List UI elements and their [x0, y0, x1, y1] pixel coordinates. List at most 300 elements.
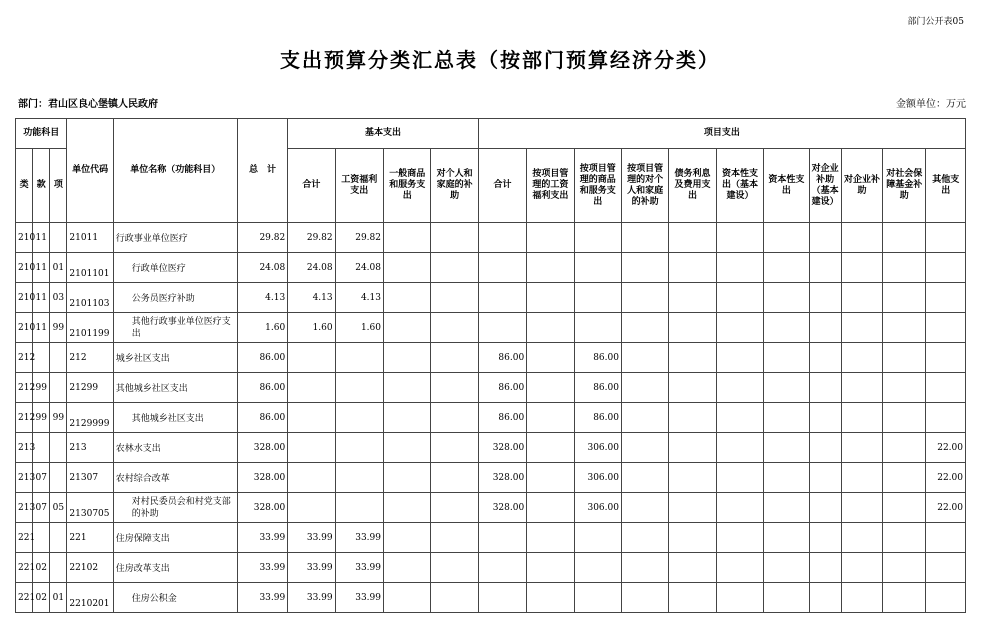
cell-p-capital-build [716, 583, 763, 613]
cell-p-goods: 86.00 [574, 373, 621, 403]
cell-p-ent-build [809, 283, 841, 313]
cell-kuan: 11 [33, 223, 50, 253]
cell-b-personal [431, 553, 478, 583]
cell-b-goods [384, 313, 431, 343]
cell-name: 城乡社区支出 [113, 343, 237, 373]
cell-b-goods [384, 343, 431, 373]
cell-code: 2101101 [67, 253, 113, 283]
cell-total: 1.60 [237, 313, 287, 343]
cell-xiang [50, 343, 67, 373]
cell-p-goods [574, 283, 621, 313]
cell-total: 86.00 [237, 343, 287, 373]
cell-p-capital-build [716, 463, 763, 493]
page-title: 支出预算分类汇总表（按部门预算经济分类） [280, 48, 720, 72]
cell-lei: 210 [16, 253, 33, 283]
cell-code: 2101103 [67, 283, 113, 313]
cell-b-total: 33.99 [288, 553, 335, 583]
table-row [16, 403, 966, 433]
cell-p-capital-build [716, 553, 763, 583]
cell-p-other [926, 283, 966, 313]
cell-b-wage: 33.99 [335, 523, 383, 553]
cell-code: 21011 [67, 223, 113, 253]
header-basic-wage: 工资福利支出 [335, 149, 383, 223]
cell-b-personal [431, 373, 478, 403]
cell-p-total: 86.00 [478, 373, 526, 403]
cell-b-total [288, 433, 335, 463]
cell-name: 住房改革支出 [113, 553, 237, 583]
cell-b-total: 29.82 [288, 223, 335, 253]
header-project-debt: 债务利息及费用支出 [669, 149, 716, 223]
cell-p-total: 86.00 [478, 403, 526, 433]
cell-name: 行政事业单位医疗 [113, 223, 237, 253]
cell-p-personal [621, 523, 668, 553]
cell-p-capital [764, 583, 809, 613]
cell-total: 328.00 [237, 463, 287, 493]
cell-p-other [926, 373, 966, 403]
cell-xiang [50, 523, 67, 553]
cell-kuan: 11 [33, 283, 50, 313]
cell-p-ent-build [809, 223, 841, 253]
header-project-goods: 按项目管理的商品和服务支出 [574, 149, 621, 223]
cell-p-debt [669, 523, 716, 553]
cell-lei: 212 [16, 403, 33, 433]
cell-p-total [478, 553, 526, 583]
cell-b-personal [431, 253, 478, 283]
cell-p-capital [764, 223, 809, 253]
cell-xiang [50, 433, 67, 463]
cell-p-debt [669, 553, 716, 583]
cell-name: 住房公积金 [113, 583, 237, 613]
cell-p-capital [764, 313, 809, 343]
header-project-capital: 资本性支出 [764, 149, 809, 223]
cell-b-goods [384, 583, 431, 613]
cell-p-personal [621, 403, 668, 433]
cell-b-wage [335, 373, 383, 403]
table-row [16, 493, 966, 523]
cell-p-wage [527, 463, 574, 493]
cell-xiang: 01 [50, 583, 67, 613]
cell-name: 农村综合改革 [113, 463, 237, 493]
cell-xiang: 99 [50, 403, 67, 433]
cell-p-capital-build [716, 403, 763, 433]
cell-p-social [883, 583, 926, 613]
cell-b-total [288, 493, 335, 523]
cell-p-personal [621, 583, 668, 613]
cell-name: 农林水支出 [113, 433, 237, 463]
cell-code: 212 [67, 343, 113, 373]
cell-p-capital-build [716, 283, 763, 313]
cell-kuan: 11 [33, 253, 50, 283]
cell-p-ent [841, 343, 882, 373]
cell-p-social [883, 493, 926, 523]
cell-total: 86.00 [237, 403, 287, 433]
cell-p-ent [841, 583, 882, 613]
cell-p-ent [841, 373, 882, 403]
cell-b-goods [384, 433, 431, 463]
cell-b-personal [431, 403, 478, 433]
cell-b-goods [384, 283, 431, 313]
cell-p-debt [669, 343, 716, 373]
cell-b-total: 1.60 [288, 313, 335, 343]
cell-b-personal [431, 433, 478, 463]
cell-p-personal [621, 253, 668, 283]
table-row [16, 313, 966, 343]
cell-total: 328.00 [237, 433, 287, 463]
cell-p-personal [621, 343, 668, 373]
cell-xiang: 05 [50, 493, 67, 523]
cell-b-total [288, 343, 335, 373]
expenditure-summary-table [15, 118, 966, 613]
cell-p-ent [841, 523, 882, 553]
header-project-social: 对社会保障基金补助 [883, 149, 926, 223]
cell-lei: 210 [16, 313, 33, 343]
cell-p-personal [621, 223, 668, 253]
cell-p-debt [669, 463, 716, 493]
cell-p-total [478, 223, 526, 253]
cell-p-wage [527, 373, 574, 403]
cell-p-capital-build [716, 523, 763, 553]
cell-name: 行政单位医疗 [113, 253, 237, 283]
cell-b-personal [431, 493, 478, 523]
cell-kuan [33, 523, 50, 553]
cell-p-ent-build [809, 403, 841, 433]
table-row [16, 283, 966, 313]
cell-p-social [883, 403, 926, 433]
cell-p-total: 328.00 [478, 463, 526, 493]
cell-p-capital [764, 463, 809, 493]
cell-p-ent-build [809, 583, 841, 613]
cell-p-wage [527, 313, 574, 343]
cell-p-capital-build [716, 253, 763, 283]
cell-lei: 221 [16, 583, 33, 613]
header-project-personal: 按项目管理的对个人和家庭的补助 [621, 149, 668, 223]
cell-b-total [288, 463, 335, 493]
cell-name: 其他城乡社区支出 [113, 373, 237, 403]
cell-p-other: 22.00 [926, 433, 966, 463]
cell-code: 2130705 [67, 493, 113, 523]
cell-b-goods [384, 223, 431, 253]
cell-p-social [883, 283, 926, 313]
cell-total: 33.99 [237, 583, 287, 613]
cell-b-personal [431, 343, 478, 373]
cell-p-capital-build [716, 223, 763, 253]
cell-total: 86.00 [237, 373, 287, 403]
cell-xiang [50, 463, 67, 493]
table-row [16, 523, 966, 553]
cell-p-capital-build [716, 373, 763, 403]
cell-lei: 213 [16, 463, 33, 493]
cell-lei: 212 [16, 373, 33, 403]
cell-p-goods: 306.00 [574, 493, 621, 523]
cell-b-personal [431, 223, 478, 253]
cell-p-capital [764, 343, 809, 373]
cell-p-ent [841, 463, 882, 493]
cell-p-debt [669, 313, 716, 343]
cell-b-wage: 1.60 [335, 313, 383, 343]
cell-b-total: 24.08 [288, 253, 335, 283]
cell-kuan: 07 [33, 493, 50, 523]
table-row [16, 343, 966, 373]
cell-p-total: 328.00 [478, 433, 526, 463]
cell-b-total [288, 403, 335, 433]
cell-p-wage [527, 253, 574, 283]
cell-p-other [926, 223, 966, 253]
cell-xiang: 03 [50, 283, 67, 313]
cell-b-wage [335, 343, 383, 373]
cell-p-ent [841, 253, 882, 283]
cell-p-goods [574, 313, 621, 343]
cell-p-total [478, 283, 526, 313]
cell-lei: 212 [16, 343, 33, 373]
cell-p-capital-build [716, 313, 763, 343]
cell-p-total: 86.00 [478, 343, 526, 373]
cell-name: 对村民委员会和村党支部的补助 [113, 493, 237, 523]
header-project: 项目支出 [478, 119, 965, 149]
cell-b-personal [431, 283, 478, 313]
cell-p-personal [621, 553, 668, 583]
cell-xiang [50, 223, 67, 253]
cell-p-personal [621, 373, 668, 403]
cell-p-wage [527, 223, 574, 253]
cell-kuan: 99 [33, 403, 50, 433]
cell-p-capital [764, 373, 809, 403]
cell-p-total [478, 523, 526, 553]
cell-code: 2101199 [67, 313, 113, 343]
cell-xiang [50, 553, 67, 583]
cell-p-wage [527, 523, 574, 553]
header-project-capital-build: 资本性支出（基本建设） [716, 149, 763, 223]
cell-kuan [33, 433, 50, 463]
cell-p-debt [669, 433, 716, 463]
cell-code: 2210201 [67, 583, 113, 613]
table-row [16, 553, 966, 583]
cell-p-social [883, 463, 926, 493]
cell-total: 328.00 [237, 493, 287, 523]
cell-b-wage [335, 403, 383, 433]
cell-p-ent [841, 313, 882, 343]
cell-p-debt [669, 403, 716, 433]
cell-p-capital [764, 253, 809, 283]
header-xiang: 项 [50, 149, 67, 223]
cell-p-other [926, 523, 966, 553]
cell-kuan [33, 343, 50, 373]
cell-p-goods [574, 253, 621, 283]
cell-b-goods [384, 253, 431, 283]
cell-p-debt [669, 493, 716, 523]
table-row [16, 463, 966, 493]
cell-b-wage [335, 493, 383, 523]
cell-p-personal [621, 283, 668, 313]
cell-p-other [926, 313, 966, 343]
cell-p-total [478, 313, 526, 343]
cell-p-wage [527, 403, 574, 433]
cell-p-ent-build [809, 523, 841, 553]
cell-p-ent-build [809, 553, 841, 583]
cell-p-social [883, 433, 926, 463]
cell-b-total: 33.99 [288, 523, 335, 553]
cell-p-ent-build [809, 313, 841, 343]
cell-p-debt [669, 253, 716, 283]
cell-p-capital [764, 283, 809, 313]
cell-kuan: 07 [33, 463, 50, 493]
cell-p-total: 328.00 [478, 493, 526, 523]
cell-kuan: 99 [33, 373, 50, 403]
cell-p-total [478, 583, 526, 613]
cell-b-personal [431, 463, 478, 493]
header-basic-goods: 一般商品和服务支出 [384, 149, 431, 223]
cell-p-personal [621, 493, 668, 523]
cell-p-ent [841, 493, 882, 523]
cell-b-wage: 33.99 [335, 553, 383, 583]
table-row [16, 433, 966, 463]
cell-b-goods [384, 373, 431, 403]
cell-p-other [926, 403, 966, 433]
report-number-label: 部门公开表05 [907, 17, 964, 27]
cell-b-wage [335, 463, 383, 493]
cell-p-social [883, 223, 926, 253]
cell-code: 21299 [67, 373, 113, 403]
cell-total: 4.13 [237, 283, 287, 313]
cell-p-debt [669, 283, 716, 313]
header-project-enterprise-build: 对企业补助（基本建设） [809, 149, 841, 223]
cell-b-personal [431, 523, 478, 553]
cell-lei: 221 [16, 553, 33, 583]
cell-name: 其他城乡社区支出 [113, 403, 237, 433]
cell-p-ent [841, 223, 882, 253]
cell-p-capital [764, 433, 809, 463]
cell-p-goods [574, 553, 621, 583]
cell-p-other [926, 343, 966, 373]
cell-p-social [883, 553, 926, 583]
cell-kuan: 02 [33, 583, 50, 613]
cell-p-debt [669, 373, 716, 403]
cell-p-debt [669, 583, 716, 613]
header-project-wage: 按项目管理的工资福利支出 [527, 149, 574, 223]
cell-p-wage [527, 493, 574, 523]
cell-p-capital [764, 553, 809, 583]
cell-p-wage [527, 433, 574, 463]
amount-unit-label: 金额单位：万元 [896, 99, 966, 110]
cell-p-debt [669, 223, 716, 253]
header-unit-name: 单位名称（功能科目） [113, 119, 237, 223]
cell-p-personal [621, 313, 668, 343]
cell-xiang: 01 [50, 253, 67, 283]
cell-p-ent-build [809, 343, 841, 373]
header-basic: 基本支出 [288, 119, 479, 149]
cell-b-total [288, 373, 335, 403]
cell-b-personal [431, 313, 478, 343]
cell-name: 其他行政事业单位医疗支出 [113, 313, 237, 343]
header-project-enterprise: 对企业补助 [841, 149, 882, 223]
cell-b-total: 33.99 [288, 583, 335, 613]
cell-p-ent-build [809, 463, 841, 493]
cell-kuan: 02 [33, 553, 50, 583]
cell-p-capital [764, 493, 809, 523]
cell-p-other: 22.00 [926, 493, 966, 523]
header-kuan: 款 [33, 149, 50, 223]
cell-p-social [883, 373, 926, 403]
cell-p-wage [527, 553, 574, 583]
cell-p-social [883, 523, 926, 553]
header-lei: 类 [16, 149, 33, 223]
cell-total: 33.99 [237, 553, 287, 583]
table-row [16, 253, 966, 283]
cell-p-ent [841, 283, 882, 313]
cell-p-goods: 306.00 [574, 463, 621, 493]
cell-p-ent-build [809, 373, 841, 403]
cell-name: 公务员医疗补助 [113, 283, 237, 313]
cell-code: 2129999 [67, 403, 113, 433]
cell-total: 24.08 [237, 253, 287, 283]
cell-lei: 221 [16, 523, 33, 553]
cell-total: 33.99 [237, 523, 287, 553]
cell-p-personal [621, 463, 668, 493]
cell-p-wage [527, 583, 574, 613]
cell-b-wage: 29.82 [335, 223, 383, 253]
cell-p-social [883, 343, 926, 373]
cell-p-goods: 86.00 [574, 403, 621, 433]
cell-p-capital-build [716, 433, 763, 463]
header-func-subject: 功能科目 [16, 119, 67, 149]
cell-p-goods: 306.00 [574, 433, 621, 463]
department-label: 部门：君山区良心堡镇人民政府 [18, 99, 158, 110]
cell-p-wage [527, 343, 574, 373]
cell-p-goods [574, 223, 621, 253]
cell-total: 29.82 [237, 223, 287, 253]
cell-p-capital [764, 403, 809, 433]
cell-xiang [50, 373, 67, 403]
cell-p-goods [574, 523, 621, 553]
header-basic-personal: 对个人和家庭的补助 [431, 149, 478, 223]
cell-p-social [883, 313, 926, 343]
cell-b-total: 4.13 [288, 283, 335, 313]
cell-p-capital [764, 523, 809, 553]
cell-p-total [478, 253, 526, 283]
cell-p-other: 22.00 [926, 463, 966, 493]
header-project-total: 合计 [478, 149, 526, 223]
cell-p-other [926, 553, 966, 583]
header-basic-total: 合计 [288, 149, 335, 223]
cell-p-personal [621, 433, 668, 463]
table-row [16, 583, 966, 613]
cell-p-goods [574, 583, 621, 613]
cell-b-goods [384, 463, 431, 493]
cell-b-personal [431, 583, 478, 613]
header-total: 总 计 [237, 119, 287, 223]
cell-b-goods [384, 553, 431, 583]
cell-b-wage [335, 433, 383, 463]
cell-p-other [926, 583, 966, 613]
header-project-other: 其他支出 [926, 149, 966, 223]
cell-p-ent-build [809, 493, 841, 523]
cell-code: 221 [67, 523, 113, 553]
cell-p-capital-build [716, 493, 763, 523]
cell-lei: 213 [16, 493, 33, 523]
table-row [16, 373, 966, 403]
cell-p-ent [841, 433, 882, 463]
cell-p-social [883, 253, 926, 283]
cell-p-ent-build [809, 433, 841, 463]
cell-p-other [926, 253, 966, 283]
cell-b-wage: 4.13 [335, 283, 383, 313]
cell-b-goods [384, 493, 431, 523]
cell-kuan: 11 [33, 313, 50, 343]
cell-name: 住房保障支出 [113, 523, 237, 553]
cell-lei: 210 [16, 283, 33, 313]
cell-b-wage: 24.08 [335, 253, 383, 283]
cell-b-goods [384, 523, 431, 553]
cell-p-capital-build [716, 343, 763, 373]
